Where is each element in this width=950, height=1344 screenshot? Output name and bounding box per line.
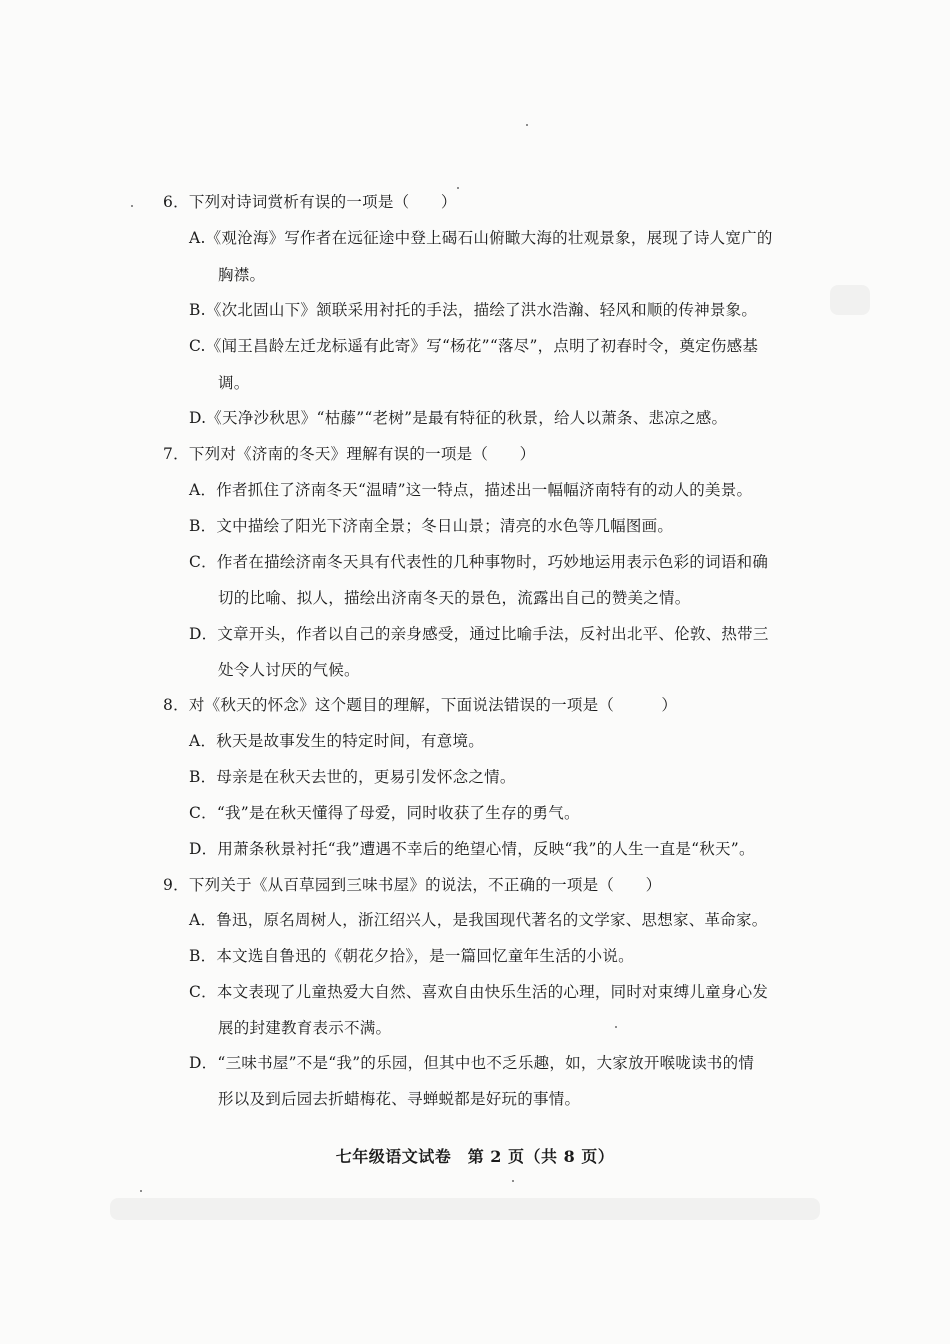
scan-smudge <box>830 285 870 315</box>
scan-speck <box>131 205 133 207</box>
question-6-option-c: C.《闻王昌龄左迁龙标遥有此寄》写“杨花”“落尽”，点明了初春时令，奠定伤感基 <box>189 337 759 355</box>
question-9-option-c-cont: 展的封建教育表示不满。 <box>218 1019 392 1037</box>
question-9-option-a: A．鲁迅，原名周树人，浙江绍兴人，是我国现代著名的文学家、思想家、革命家。 <box>189 911 768 929</box>
question-6-stem: 6．下列对诗词赏析有误的一项是（ ） <box>163 193 457 211</box>
question-6-option-b: B.《次北固山下》颔联采用衬托的手法，描绘了洪水浩瀚、轻风和顺的传神景象。 <box>189 301 758 319</box>
page-footer: 七年级语文试卷 第 2 页（共 8 页） <box>335 1147 615 1166</box>
question-7-option-a: A．作者抓住了济南冬天“温晴”这一特点，描述出一幅幅济南特有的动人的美景。 <box>189 481 753 499</box>
question-6-option-a: A.《观沧海》写作者在远征途中登上碣石山俯瞰大海的壮观景象，展现了诗人宽广的 <box>189 229 773 247</box>
question-9-option-c: C．本文表现了儿童热爱大自然、喜欢自由快乐生活的心理，同时对束缚儿童身心发 <box>189 983 769 1001</box>
question-6-option-a-cont: 胸襟。 <box>218 266 266 284</box>
scan-speck <box>526 124 528 126</box>
question-9-option-d-cont: 形以及到后园去折蜡梅花、寻蝉蜕都是好玩的事情。 <box>218 1090 581 1108</box>
question-7-option-b: B．文中描绘了阳光下济南全景；冬日山景；清亮的水色等几幅图画。 <box>189 517 674 535</box>
question-7-option-d: D．文章开头，作者以自己的亲身感受，通过比喻手法，反衬出北平、伦敦、热带三 <box>189 625 769 643</box>
scan-speck <box>512 1180 514 1182</box>
question-8-stem: 8．对《秋天的怀念》这个题目的理解，下面说法错误的一项是（ ） <box>163 696 678 714</box>
question-7-stem: 7．下列对《济南的冬天》理解有误的一项是（ ） <box>163 445 536 463</box>
question-9-option-b: B．本文选自鲁迅的《朝花夕拾》，是一篇回忆童年生活的小说。 <box>189 947 634 965</box>
question-9-option-d: D．“三味书屋”不是“我”的乐园，但其中也不乏乐趣，如，大家放开喉咙读书的情 <box>189 1054 755 1072</box>
scan-smudge <box>110 1198 820 1220</box>
question-8-option-d: D．用萧条秋景衬托“我”遭遇不幸后的绝望心情，反映“我”的人生一直是“秋天”。 <box>189 840 755 858</box>
question-7-option-c: C．作者在描绘济南冬天具有代表性的几种事物时，巧妙地运用表示色彩的词语和确 <box>189 553 769 571</box>
question-8-option-c: C．“我”是在秋天懂得了母爱，同时收获了生存的勇气。 <box>189 804 580 822</box>
question-9-stem: 9．下列关于《从百草园到三味书屋》的说法，不正确的一项是（ ） <box>163 876 662 894</box>
question-6-option-d: D.《天净沙秋思》“枯藤”“老树”是最有特征的秋景，给人以萧条、悲凉之感。 <box>189 409 728 427</box>
question-8-option-b: B．母亲是在秋天去世的，更易引发怀念之情。 <box>189 768 516 786</box>
question-7-option-c-cont: 切的比喻、拟人，描绘出济南冬天的景色，流露出自己的赞美之情。 <box>218 589 691 607</box>
question-6-option-c-cont: 调。 <box>218 374 250 392</box>
question-7-option-d-cont: 处令人讨厌的气候。 <box>218 661 360 679</box>
scan-speck <box>615 1026 617 1028</box>
scan-speck <box>140 1190 142 1192</box>
scan-speck <box>457 187 459 189</box>
question-8-option-a: A．秋天是故事发生的特定时间，有意境。 <box>189 732 484 750</box>
